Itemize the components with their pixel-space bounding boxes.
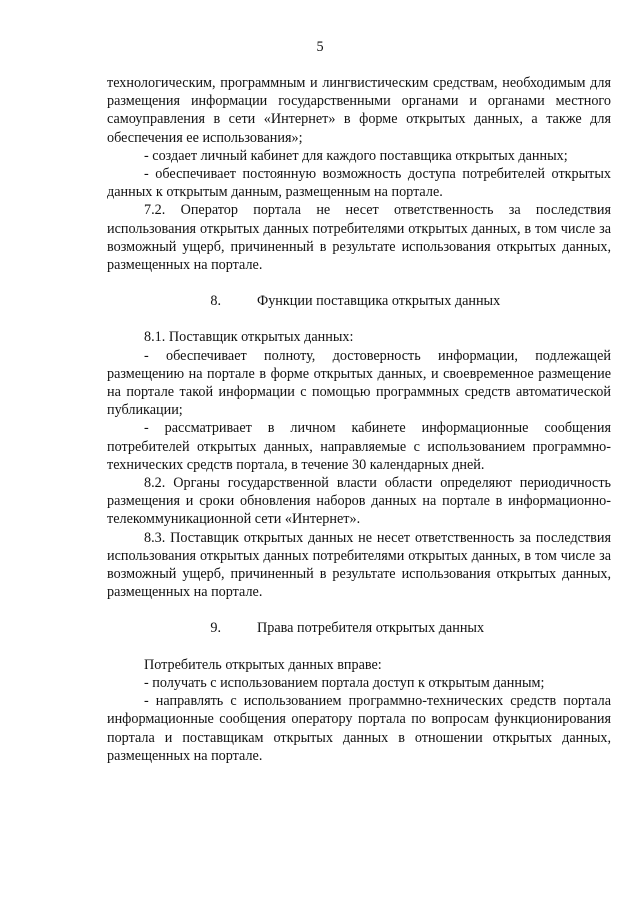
- paragraph: технологическим, программным и лингвистическим средствам, необходимым для размещения информации государственными органами и органами местного самоуправления в сети «Интернет» в форме открытых данных, а также для обеспечения ее использования»;: [107, 75, 611, 146]
- section-title: Функции поставщика открытых данных: [257, 293, 501, 310]
- section-number: 9.: [210, 620, 221, 637]
- list-item: - получать с использованием портала доступ к открытым данным;: [144, 674, 545, 691]
- list-item: - обеспечивает постоянную возможность доступа потребителей открытых данных к открытым данным, размещенным на портале.: [107, 166, 611, 201]
- paragraph: 8.3. Поставщик открытых данных не несет ответственность за последствия использования открытых данных потребителями открытых данных, в том числе за возможный ущерб, причиненный в результате использования открытых данных, размещенных на портале.: [107, 529, 611, 601]
- list-item: - рассматривает в личном кабинете информационные сообщения потребителей открытых данных, направляемые с использованием программно-технических средств портала, в течение 30 календарных дней.: [107, 420, 611, 473]
- page-number: 5: [316, 39, 324, 55]
- paragraph: 8.1. Поставщик открытых данных:: [144, 329, 354, 346]
- section-heading-8: [107, 292, 611, 310]
- section-heading-9: [107, 619, 611, 637]
- section-title: Права потребителя открытых данных: [257, 620, 485, 637]
- paragraph: 8.2. Органы государственной власти области определяют периодичность размещения и сроки обновления наборов данных на портале в информационно-телекоммуникационной сети «Интернет».: [107, 475, 611, 528]
- list-item: - обеспечивает полноту, достоверность информации, подлежащей размещению на портале в форме открытых данных, и своевременное размещение на портале такой информации с помощью программных средств автоматической публикации;: [107, 347, 611, 419]
- paragraph: Потребитель открытых данных вправе:: [144, 656, 382, 673]
- list-item: - создает личный кабинет для каждого поставщика открытых данных;: [144, 147, 568, 164]
- section-number: 8.: [210, 293, 221, 310]
- document-body: [107, 74, 611, 765]
- paragraph: 7.2. Оператор портала не несет ответственность за последствия использования открытых данных потребителями открытых данных, в том числе за возможный ущерб, причиненный в результате использования открытых данных, размещенных на портале.: [107, 202, 611, 274]
- list-item: - направлять с использованием программно-технических средств портала информационные сообщения оператору портала по вопросам функционирования портала и поставщикам открытых данных в отношении открытых данных, размещенных на портале.: [107, 693, 611, 764]
